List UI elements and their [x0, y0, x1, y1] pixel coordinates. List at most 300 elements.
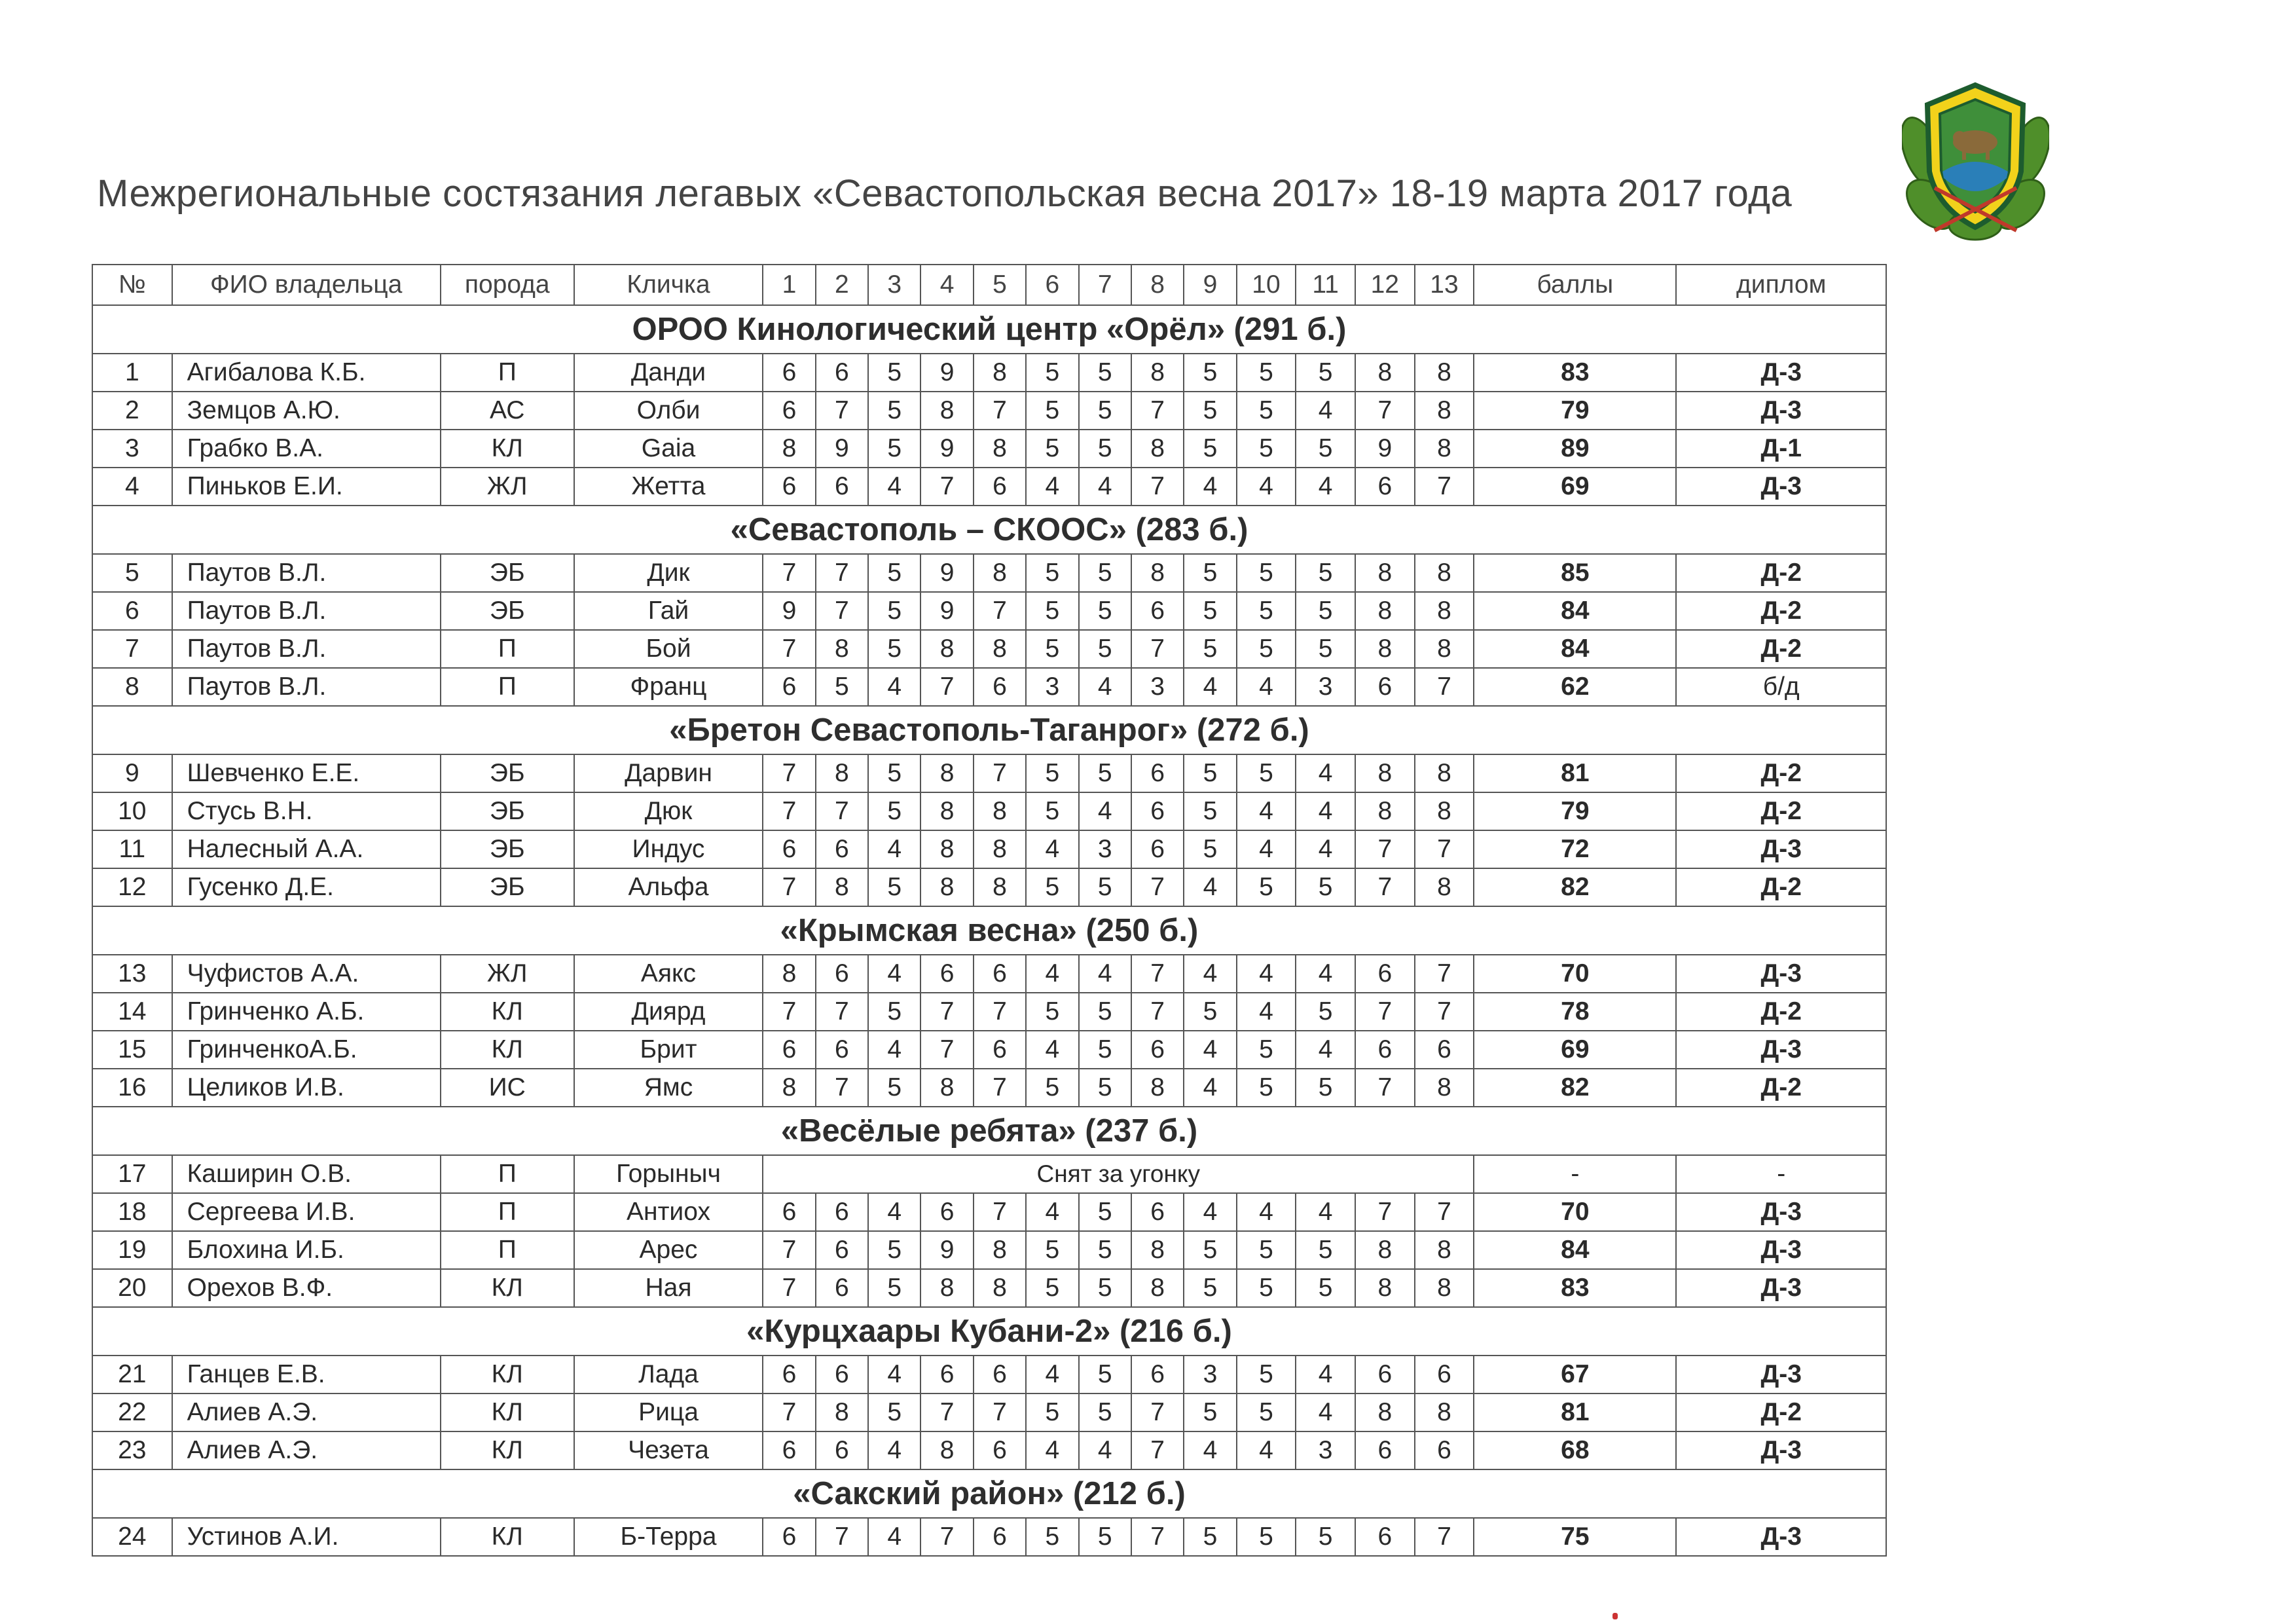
- score-cell: 7: [1355, 1193, 1415, 1231]
- score-cell: 5: [1237, 592, 1296, 630]
- score-cell: 7: [1131, 868, 1184, 906]
- breed: КЛ: [441, 1269, 574, 1307]
- column-header: баллы: [1474, 265, 1676, 305]
- score-cell: 5: [1296, 1231, 1355, 1269]
- table-row: [92, 993, 1886, 1031]
- owner-name: Шевченко Е.Е.: [172, 754, 441, 792]
- table-row: [92, 430, 1886, 468]
- diploma: Д-2: [1676, 754, 1886, 792]
- score-cell: 4: [868, 1431, 920, 1469]
- score-cell: 7: [920, 993, 973, 1031]
- score-cell: 8: [763, 1069, 815, 1107]
- table-body: [92, 305, 1886, 1556]
- score-cell: 5: [1026, 592, 1078, 630]
- column-header: диплом: [1676, 265, 1886, 305]
- dog-name: Антиох: [574, 1193, 763, 1231]
- table-row: [92, 554, 1886, 592]
- score-cell: 6: [816, 1356, 868, 1393]
- diploma: Д-3: [1676, 392, 1886, 430]
- score-cell: 4: [868, 1518, 920, 1556]
- score-cell: 4: [1296, 754, 1355, 792]
- score-cell: 5: [1026, 354, 1078, 392]
- owner-name: Ганцев Е.В.: [172, 1356, 441, 1393]
- score-cell: 4: [868, 830, 920, 868]
- score-cell: 5: [1237, 1518, 1296, 1556]
- score-cell: 8: [763, 430, 815, 468]
- column-header: 10: [1237, 265, 1296, 305]
- score-cell: 8: [1355, 1269, 1415, 1307]
- score-cell: 5: [868, 1069, 920, 1107]
- total-points: 84: [1474, 1231, 1676, 1269]
- total-points: 70: [1474, 955, 1676, 993]
- dog-name: Горыныч: [574, 1155, 763, 1193]
- score-cell: 6: [1131, 592, 1184, 630]
- table-row: [92, 630, 1886, 668]
- total-points: 72: [1474, 830, 1676, 868]
- score-cell: 7: [763, 754, 815, 792]
- score-cell: 4: [868, 1356, 920, 1393]
- group-title: «Курцхаары Кубани-2» (216 б.): [92, 1307, 1886, 1356]
- score-cell: 5: [868, 554, 920, 592]
- score-cell: 6: [1131, 1356, 1184, 1393]
- owner-name: Каширин О.В.: [172, 1155, 441, 1193]
- score-cell: 5: [1026, 993, 1078, 1031]
- score-cell: 9: [920, 430, 973, 468]
- score-cell: 5: [1296, 554, 1355, 592]
- diploma: Д-3: [1676, 468, 1886, 506]
- score-cell: 9: [920, 554, 973, 592]
- score-cell: 8: [1131, 1231, 1184, 1269]
- ink-mark: [1613, 1613, 1618, 1619]
- breed: КЛ: [441, 1393, 574, 1431]
- table-row: [92, 792, 1886, 830]
- breed: КЛ: [441, 430, 574, 468]
- score-cell: 7: [763, 1269, 815, 1307]
- score-cell: 3: [1296, 668, 1355, 706]
- total-points: 81: [1474, 1393, 1676, 1431]
- dog-name: Аякс: [574, 955, 763, 993]
- score-cell: 8: [1415, 592, 1474, 630]
- score-cell: 7: [1415, 1193, 1474, 1231]
- score-cell: 5: [1237, 392, 1296, 430]
- score-cell: 5: [1079, 392, 1131, 430]
- breed: П: [441, 1193, 574, 1231]
- score-cell: 6: [974, 1031, 1026, 1069]
- score-cell: 4: [1296, 1193, 1355, 1231]
- score-cell: 8: [1355, 554, 1415, 592]
- diploma: Д-3: [1676, 1269, 1886, 1307]
- score-cell: 4: [1026, 830, 1078, 868]
- total-points: 67: [1474, 1356, 1676, 1393]
- row-number: 4: [92, 468, 172, 506]
- dog-name: Бой: [574, 630, 763, 668]
- score-cell: 4: [1296, 830, 1355, 868]
- score-cell: 8: [816, 1393, 868, 1431]
- column-header: ФИО владельца: [172, 265, 441, 305]
- total-points: -: [1474, 1155, 1676, 1193]
- score-cell: 5: [1296, 592, 1355, 630]
- score-cell: 4: [1026, 1193, 1078, 1231]
- score-cell: 7: [763, 630, 815, 668]
- score-cell: 5: [1184, 1269, 1236, 1307]
- score-cell: 8: [920, 868, 973, 906]
- diploma: Д-3: [1676, 1193, 1886, 1231]
- score-cell: 5: [1026, 1269, 1078, 1307]
- owner-name: Земцов А.Ю.: [172, 392, 441, 430]
- score-cell: 6: [763, 830, 815, 868]
- score-cell: 4: [868, 468, 920, 506]
- dog-name: Дюк: [574, 792, 763, 830]
- column-header: 2: [816, 265, 868, 305]
- column-header: 12: [1355, 265, 1415, 305]
- owner-name: Гринченко А.Б.: [172, 993, 441, 1031]
- score-cell: 5: [1026, 1069, 1078, 1107]
- score-cell: 9: [1355, 430, 1415, 468]
- score-cell: 3: [1026, 668, 1078, 706]
- score-cell: 7: [1355, 392, 1415, 430]
- score-cell: 4: [1079, 1431, 1131, 1469]
- breed: П: [441, 668, 574, 706]
- score-cell: 4: [1079, 468, 1131, 506]
- row-number: 9: [92, 754, 172, 792]
- score-cell: 8: [920, 754, 973, 792]
- score-cell: 7: [1415, 993, 1474, 1031]
- score-cell: 4: [1237, 955, 1296, 993]
- score-cell: 5: [1184, 754, 1236, 792]
- group-row: [92, 1307, 1886, 1356]
- breed: ЭБ: [441, 868, 574, 906]
- score-cell: 4: [1184, 468, 1236, 506]
- score-cell: 5: [1184, 830, 1236, 868]
- score-cell: 7: [1131, 1431, 1184, 1469]
- breed: ЭБ: [441, 554, 574, 592]
- score-cell: 5: [1237, 1356, 1296, 1393]
- diploma: Д-2: [1676, 868, 1886, 906]
- diploma: Д-3: [1676, 1031, 1886, 1069]
- score-cell: 8: [816, 754, 868, 792]
- row-number: 2: [92, 392, 172, 430]
- row-number: 20: [92, 1269, 172, 1307]
- score-cell: 8: [920, 1431, 973, 1469]
- total-points: 83: [1474, 354, 1676, 392]
- score-cell: 9: [920, 1231, 973, 1269]
- score-cell: 4: [1026, 955, 1078, 993]
- column-header: 8: [1131, 265, 1184, 305]
- owner-name: ГринченкоА.Б.: [172, 1031, 441, 1069]
- score-cell: 7: [816, 993, 868, 1031]
- score-cell: 4: [1026, 1031, 1078, 1069]
- score-cell: 4: [868, 1193, 920, 1231]
- score-cell: 5: [868, 430, 920, 468]
- score-cell: 4: [1296, 792, 1355, 830]
- group-row: [92, 506, 1886, 554]
- breed: ЖЛ: [441, 955, 574, 993]
- score-cell: 5: [1237, 430, 1296, 468]
- row-number: 6: [92, 592, 172, 630]
- score-cell: 8: [1415, 392, 1474, 430]
- dog-name: Чезета: [574, 1431, 763, 1469]
- score-cell: 4: [1296, 955, 1355, 993]
- score-cell: 4: [1026, 468, 1078, 506]
- table-row: [92, 1356, 1886, 1393]
- score-cell: 7: [1415, 668, 1474, 706]
- score-cell: 7: [1131, 392, 1184, 430]
- score-cell: 5: [1296, 1269, 1355, 1307]
- score-cell: 6: [763, 1031, 815, 1069]
- owner-name: Грабко В.А.: [172, 430, 441, 468]
- score-cell: 8: [1355, 792, 1415, 830]
- dog-name: Рица: [574, 1393, 763, 1431]
- score-cell: 5: [1079, 1193, 1131, 1231]
- score-cell: 8: [1415, 1269, 1474, 1307]
- score-cell: 6: [816, 830, 868, 868]
- diploma: Д-3: [1676, 830, 1886, 868]
- column-header: 6: [1026, 265, 1078, 305]
- score-cell: 6: [974, 1431, 1026, 1469]
- breed: КЛ: [441, 1031, 574, 1069]
- score-cell: 7: [974, 1069, 1026, 1107]
- score-cell: 5: [1237, 554, 1296, 592]
- score-cell: 5: [1079, 430, 1131, 468]
- score-cell: 6: [1355, 1431, 1415, 1469]
- dog-name: Альфа: [574, 868, 763, 906]
- score-cell: 5: [1026, 430, 1078, 468]
- diploma: Д-2: [1676, 993, 1886, 1031]
- score-cell: 8: [974, 554, 1026, 592]
- score-cell: 6: [1355, 468, 1415, 506]
- score-cell: 5: [1026, 1518, 1078, 1556]
- score-cell: 9: [816, 430, 868, 468]
- score-cell: 6: [1415, 1031, 1474, 1069]
- total-points: 84: [1474, 630, 1676, 668]
- row-number: 13: [92, 955, 172, 993]
- total-points: 79: [1474, 792, 1676, 830]
- score-cell: 5: [1184, 630, 1236, 668]
- table-row: [92, 1393, 1886, 1431]
- score-cell: 8: [974, 430, 1026, 468]
- score-cell: 6: [1355, 668, 1415, 706]
- row-number: 12: [92, 868, 172, 906]
- score-cell: 6: [974, 668, 1026, 706]
- score-cell: 8: [920, 630, 973, 668]
- score-cell: 6: [974, 1518, 1026, 1556]
- column-header: 4: [920, 265, 973, 305]
- score-cell: 4: [1184, 1431, 1236, 1469]
- dog-name: Диярд: [574, 993, 763, 1031]
- score-cell: 7: [763, 1393, 815, 1431]
- score-cell: 7: [1131, 955, 1184, 993]
- score-cell: 8: [974, 830, 1026, 868]
- score-cell: 4: [1237, 1431, 1296, 1469]
- row-number: 10: [92, 792, 172, 830]
- table-row: [92, 955, 1886, 993]
- score-cell: 6: [1131, 754, 1184, 792]
- score-cell: 7: [920, 668, 973, 706]
- score-cell: 7: [920, 1393, 973, 1431]
- score-cell: 3: [1296, 1431, 1355, 1469]
- score-cell: 4: [1079, 668, 1131, 706]
- total-points: 68: [1474, 1431, 1676, 1469]
- score-cell: 8: [763, 955, 815, 993]
- score-cell: 7: [974, 592, 1026, 630]
- group-title: «Бретон Севастополь-Таганрог» (272 б.): [92, 706, 1886, 754]
- score-cell: 5: [1026, 792, 1078, 830]
- column-header: 11: [1296, 265, 1355, 305]
- score-cell: 8: [920, 792, 973, 830]
- results-table: [92, 264, 1887, 1557]
- score-cell: 6: [816, 955, 868, 993]
- breed: ЭБ: [441, 592, 574, 630]
- dog-name: Данди: [574, 354, 763, 392]
- owner-name: Паутов В.Л.: [172, 668, 441, 706]
- owner-name: Гусенко Д.Е.: [172, 868, 441, 906]
- score-cell: 8: [920, 1269, 973, 1307]
- diploma: Д-3: [1676, 1518, 1886, 1556]
- score-cell: 6: [816, 1269, 868, 1307]
- dog-name: Дик: [574, 554, 763, 592]
- score-cell: 8: [920, 392, 973, 430]
- row-number: 14: [92, 993, 172, 1031]
- score-cell: 8: [1355, 592, 1415, 630]
- owner-name: Чуфистов А.А.: [172, 955, 441, 993]
- diploma: Д-3: [1676, 1431, 1886, 1469]
- score-cell: 8: [1355, 1393, 1415, 1431]
- score-cell: 8: [1355, 630, 1415, 668]
- row-number: 23: [92, 1431, 172, 1469]
- page-title: Межрегиональные состязания легавых «Севастопольская весна 2017» 18-19 марта 2017 года: [97, 172, 1793, 215]
- row-number: 15: [92, 1031, 172, 1069]
- score-cell: 5: [1296, 1518, 1355, 1556]
- table-row: [92, 830, 1886, 868]
- score-cell: 6: [1415, 1356, 1474, 1393]
- score-cell: 4: [1079, 792, 1131, 830]
- diploma: Д-2: [1676, 554, 1886, 592]
- row-number: 3: [92, 430, 172, 468]
- row-number: 8: [92, 668, 172, 706]
- score-cell: 4: [1026, 1431, 1078, 1469]
- score-cell: 5: [868, 392, 920, 430]
- breed: ЭБ: [441, 830, 574, 868]
- score-cell: 8: [1355, 754, 1415, 792]
- score-cell: 7: [1131, 468, 1184, 506]
- score-cell: 7: [974, 993, 1026, 1031]
- score-cell: 5: [1079, 354, 1131, 392]
- score-cell: 4: [1237, 830, 1296, 868]
- score-cell: 8: [974, 1231, 1026, 1269]
- score-cell: 8: [1415, 868, 1474, 906]
- breed: КЛ: [441, 1518, 574, 1556]
- total-points: 82: [1474, 1069, 1676, 1107]
- diploma: Д-2: [1676, 592, 1886, 630]
- total-points: 70: [1474, 1193, 1676, 1231]
- owner-name: Налесный А.А.: [172, 830, 441, 868]
- table-header-row: [92, 265, 1886, 305]
- diploma: Д-2: [1676, 1069, 1886, 1107]
- score-cell: 7: [1131, 630, 1184, 668]
- total-points: 78: [1474, 993, 1676, 1031]
- score-cell: 6: [1355, 1518, 1415, 1556]
- score-cell: 5: [1079, 993, 1131, 1031]
- score-cell: 8: [1131, 554, 1184, 592]
- column-header: 5: [974, 265, 1026, 305]
- table-row: [92, 468, 1886, 506]
- diploma: Д-3: [1676, 354, 1886, 392]
- score-cell: 5: [1237, 1031, 1296, 1069]
- owner-name: Агибалова К.Б.: [172, 354, 441, 392]
- score-cell: 3: [1184, 1356, 1236, 1393]
- row-number: 21: [92, 1356, 172, 1393]
- table-row: [92, 1193, 1886, 1231]
- score-cell: 6: [816, 1431, 868, 1469]
- score-cell: 5: [868, 1393, 920, 1431]
- score-cell: 3: [1079, 830, 1131, 868]
- score-cell: 6: [1355, 1356, 1415, 1393]
- breed: АС: [441, 392, 574, 430]
- owner-name: Орехов В.Ф.: [172, 1269, 441, 1307]
- score-cell: 5: [1026, 392, 1078, 430]
- breed: П: [441, 354, 574, 392]
- score-cell: 5: [1184, 1393, 1236, 1431]
- table-row: [92, 668, 1886, 706]
- score-cell: 6: [763, 392, 815, 430]
- diploma: Д-2: [1676, 1393, 1886, 1431]
- score-cell: 4: [1237, 993, 1296, 1031]
- score-cell: 8: [1415, 554, 1474, 592]
- score-cell: 7: [974, 754, 1026, 792]
- score-cell: 5: [1026, 554, 1078, 592]
- score-cell: 5: [1026, 868, 1078, 906]
- emblem-icon: [1902, 73, 2049, 244]
- score-cell: 7: [816, 1518, 868, 1556]
- table-row: [92, 1518, 1886, 1556]
- dog-name: Ямс: [574, 1069, 763, 1107]
- score-cell: 8: [1415, 1231, 1474, 1269]
- emblem-logo: [1902, 73, 2049, 244]
- breed: ЖЛ: [441, 468, 574, 506]
- score-cell: 6: [1355, 955, 1415, 993]
- score-cell: 7: [974, 1193, 1026, 1231]
- breed: ИС: [441, 1069, 574, 1107]
- score-cell: 4: [1296, 1393, 1355, 1431]
- score-cell: 8: [974, 630, 1026, 668]
- score-cell: 5: [816, 668, 868, 706]
- score-cell: 8: [1415, 430, 1474, 468]
- dog-name: Гай: [574, 592, 763, 630]
- score-cell: 7: [974, 1393, 1026, 1431]
- score-cell: 4: [1296, 1356, 1355, 1393]
- score-cell: 7: [816, 592, 868, 630]
- score-cell: 6: [1131, 1031, 1184, 1069]
- total-points: 75: [1474, 1518, 1676, 1556]
- owner-name: Пиньков Е.И.: [172, 468, 441, 506]
- score-cell: 6: [974, 955, 1026, 993]
- score-cell: 7: [1415, 955, 1474, 993]
- score-cell: 4: [1079, 955, 1131, 993]
- table-row: [92, 754, 1886, 792]
- owner-name: Блохина И.Б.: [172, 1231, 441, 1269]
- score-cell: 4: [1184, 1193, 1236, 1231]
- score-cell: 6: [763, 468, 815, 506]
- group-row: [92, 1107, 1886, 1155]
- column-header: 3: [868, 265, 920, 305]
- score-cell: 5: [1026, 630, 1078, 668]
- score-cell: 8: [974, 868, 1026, 906]
- score-cell: 8: [1131, 354, 1184, 392]
- column-header: порода: [441, 265, 574, 305]
- group-row: [92, 305, 1886, 354]
- score-cell: 8: [816, 868, 868, 906]
- breed: П: [441, 1231, 574, 1269]
